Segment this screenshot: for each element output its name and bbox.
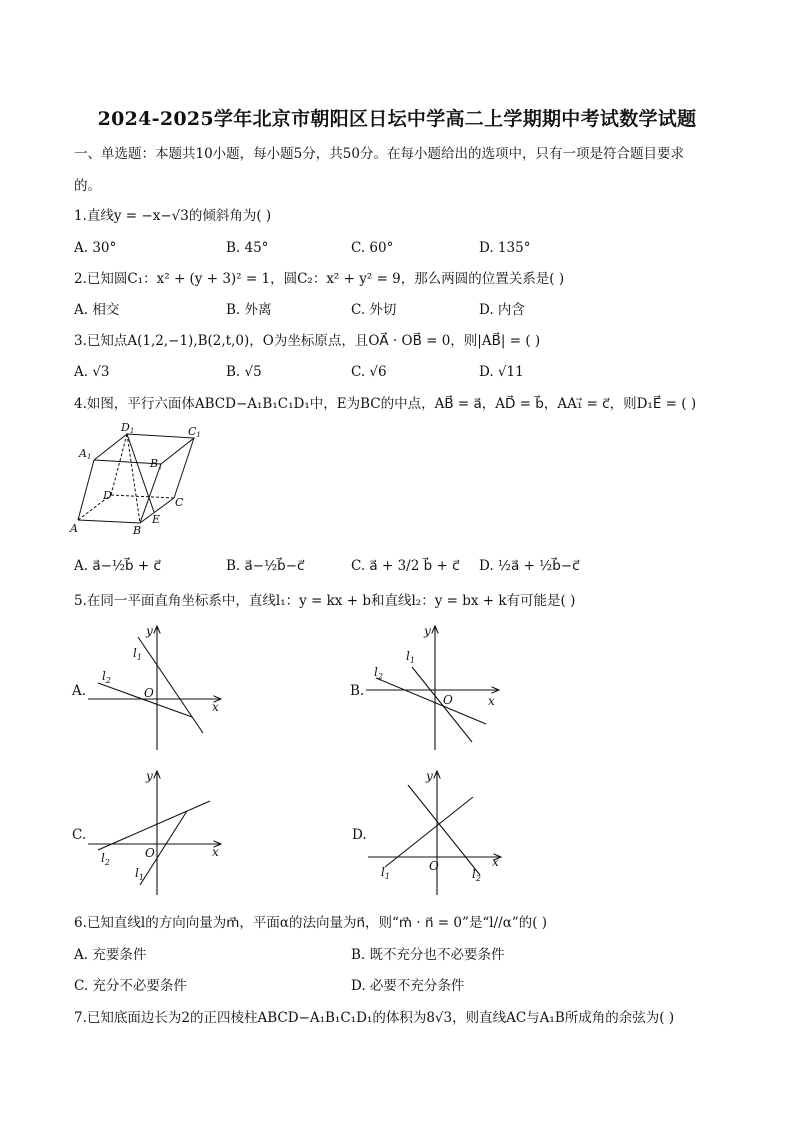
q6-option-b: B. 既不充分也不必要条件 bbox=[351, 947, 505, 963]
axis-x-label: x bbox=[492, 855, 499, 869]
origin-label: O bbox=[443, 693, 453, 707]
q6-option-c: C. 充分不必要条件 bbox=[74, 978, 187, 994]
q5-option-a: A. bbox=[72, 683, 87, 699]
axis-x-label: x bbox=[212, 700, 219, 714]
label-e: E bbox=[152, 513, 161, 526]
label-c1: C1 bbox=[188, 425, 201, 439]
label-b1: B1 bbox=[150, 457, 163, 471]
line-l1-label: $l_1$ bbox=[381, 865, 390, 881]
axis-y-label: y bbox=[426, 769, 433, 783]
axis-x-label: x bbox=[488, 694, 495, 708]
q2-option-b: B. 外离 bbox=[226, 302, 272, 318]
axis-y-label: y bbox=[146, 624, 153, 638]
line-l2-label: $l_2$ bbox=[102, 669, 111, 685]
q5-graph-b bbox=[366, 620, 511, 755]
q4-option-d: D. ½a⃗ + ½b⃗−c⃗ bbox=[479, 558, 580, 574]
axis-y-label: y bbox=[146, 769, 153, 783]
q1-option-d: D. 135° bbox=[479, 240, 531, 256]
axis-y-label: y bbox=[424, 624, 431, 638]
line-l1-label: $l_1$ bbox=[406, 649, 415, 665]
label-d1: D1 bbox=[121, 421, 135, 435]
label-d: D bbox=[103, 489, 112, 502]
q3-option-d: D. √11 bbox=[479, 364, 524, 380]
q4-option-b: B. a⃗−½b⃗−c⃗ bbox=[226, 558, 305, 574]
line-l2-label: $l_2$ bbox=[101, 851, 110, 867]
q1-option-c: C. 60° bbox=[351, 240, 394, 256]
q2-option-d: D. 内含 bbox=[479, 302, 525, 318]
label-c: C bbox=[175, 496, 184, 509]
origin-label: O bbox=[429, 859, 439, 873]
parallelepiped-figure bbox=[66, 420, 216, 540]
q4-option-c: C. a⃗ + 3/2 b⃗ + c⃗ bbox=[351, 558, 460, 574]
q2-option-c: C. 外切 bbox=[351, 302, 397, 318]
q2-option-a: A. 相交 bbox=[74, 302, 120, 318]
q4-option-a: A. a⃗−½b⃗ + c⃗ bbox=[74, 558, 161, 574]
page-title: 2024-2025学年北京市朝阳区日坛中学高二上学期期中考试数学试题 bbox=[97, 108, 697, 130]
line-l1-label: $l_1$ bbox=[133, 646, 142, 662]
q6-option-d: D. 必要不充分条件 bbox=[351, 978, 465, 994]
q5-option-b: B. bbox=[350, 683, 365, 699]
label-b: B bbox=[133, 524, 142, 537]
q7-stem: 7.已知底面边长为2的正四棱柱ABCD−A₁B₁C₁D₁的体积为8√3，则直线AC与A₁B所成角的余弦为( ) bbox=[74, 1010, 675, 1026]
q2-stem: 2.已知圆C₁：x² + (y + 3)² = 1，圆C₂：x² + y² = 9，那么两圆的位置关系是( ) bbox=[74, 271, 565, 287]
q3-option-a: A. √3 bbox=[74, 364, 110, 380]
q5-stem: 5.在同一平面直角坐标系中，直线l₁：y = kx + b和直线l₂：y = bx + k有可能是( ) bbox=[74, 593, 576, 609]
q5-option-c: C. bbox=[72, 827, 87, 843]
q3-option-b: B. √5 bbox=[226, 364, 262, 380]
q1-option-b: B. 45° bbox=[226, 240, 269, 256]
label-a1: A1 bbox=[79, 447, 92, 461]
q4-stem: 4.如图，平行六面体ABCD−A₁B₁C₁D₁中，E为BC的中点，AB⃗ = a⃗，AD⃗ = b⃗，AA₁⃗ = c⃗，则D₁E⃗ = ( ) bbox=[74, 396, 697, 412]
q6-stem: 6.已知直线l的方向向量为m⃗，平面α的法向量为n⃗，则“m⃗ · n⃗ = 0”是“l//α”的( ) bbox=[74, 915, 548, 931]
line-l1-label: $l_1$ bbox=[135, 866, 144, 882]
section-intro-line2: 的。 bbox=[74, 178, 101, 194]
q1-stem: 1.直线y = −x−√3的倾斜角为( ) bbox=[74, 208, 272, 224]
q5-option-d: D. bbox=[352, 827, 367, 843]
section-intro-line1: 一、单选题：本题共10小题，每小题5分，共50分。在每小题给出的选项中，只有一项是符合题目要求 bbox=[74, 146, 684, 162]
q5-graph-d bbox=[368, 765, 513, 900]
origin-label: O bbox=[145, 846, 155, 860]
q5-graph-a bbox=[88, 620, 233, 755]
line-l2-label: $l_2$ bbox=[374, 665, 383, 681]
origin-label: O bbox=[144, 686, 154, 700]
q6-option-a: A. 充要条件 bbox=[74, 947, 147, 963]
q5-graph-c bbox=[88, 765, 233, 900]
line-l2-label: $l_2$ bbox=[472, 867, 481, 883]
label-a: A bbox=[70, 522, 78, 535]
q3-stem: 3.已知点A(1,2,−1),B(2,t,0)，O为坐标原点，且OA⃗ · OB⃗ = 0，则|AB⃗| = ( ) bbox=[74, 333, 541, 349]
axis-x-label: x bbox=[212, 845, 219, 859]
q1-option-a: A. 30° bbox=[74, 240, 117, 256]
q3-option-c: C. √6 bbox=[351, 364, 387, 380]
